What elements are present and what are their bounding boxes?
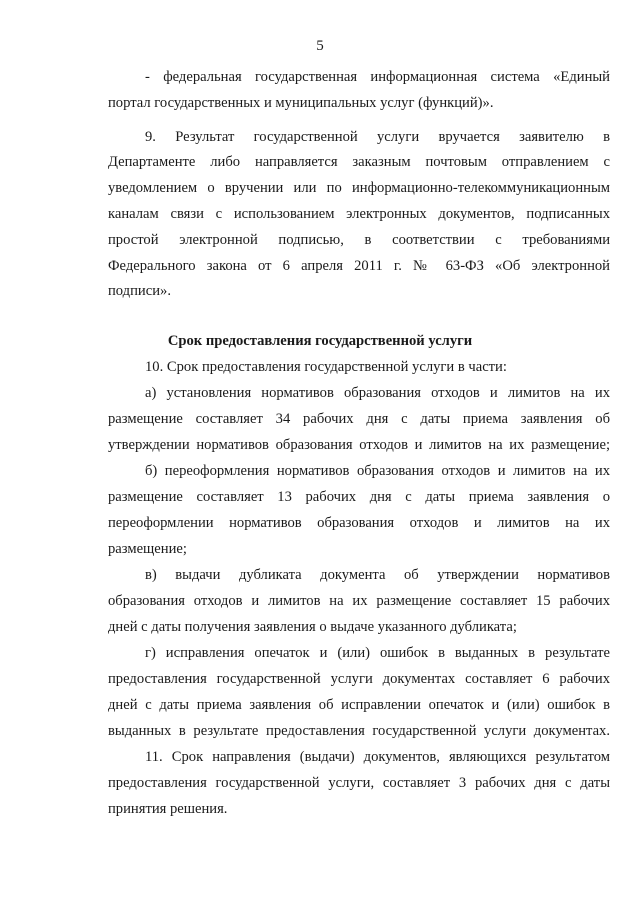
text-line: размещение; xyxy=(108,541,187,557)
section-heading: Срок предоставления государственной услуги xyxy=(167,333,473,349)
text-line: выданных в результате предоставления государственной услуги документах. xyxy=(108,723,610,739)
text-line: переоформлении нормативов образования отходов и лимитов на их xyxy=(108,515,610,531)
text-line: Федерального закона от 6 апреля 2011 г. № 63-ФЗ «Об электронной xyxy=(108,258,610,274)
text-line: простой электронной подписью, в соответствии с требованиями xyxy=(108,232,610,248)
text-line: в) выдачи дубликата документа об утверждении нормативов xyxy=(145,567,610,583)
text-line: Департаменте либо направляется заказным почтовым отправлением с xyxy=(108,154,610,170)
text-line: каналам связи с использованием электронных документов, подписанных xyxy=(108,206,610,222)
text-line: портал государственных и муниципальных услуг (функций)». xyxy=(108,95,494,111)
text-line: принятия решения. xyxy=(108,801,228,817)
text-line: б) переоформления нормативов образования отходов и лимитов на их xyxy=(145,463,610,479)
text-line: подписи». xyxy=(108,283,171,299)
text-line: размещение составляет 13 рабочих дня с даты приема заявления о xyxy=(108,489,610,505)
text-line: 11. Срок направления (выдачи) документов, являющихся результатом xyxy=(145,749,610,765)
text-line: дней с даты приема заявления об исправлении опечаток и (или) ошибок в xyxy=(108,697,610,713)
text-line: 9. Результат государственной услуги вручается заявителю в xyxy=(145,129,610,145)
text-line: размещение составляет 34 рабочих дня с даты приема заявления об xyxy=(108,411,610,427)
text-line: а) установления нормативов образования отходов и лимитов на их xyxy=(145,385,610,401)
page-number: 5 xyxy=(316,38,324,54)
text-line: предоставления государственной услуги документах составляет 6 рабочих xyxy=(108,671,610,687)
text-line: дней с даты получения заявления о выдаче указанного дубликата; xyxy=(108,619,517,635)
text-line: образования отходов и лимитов на их размещение составляет 15 рабочих xyxy=(108,593,610,609)
text-line: уведомлением о вручении или по информационно-телекоммуникационным xyxy=(108,180,610,196)
text-line: г) исправления опечаток и (или) ошибок в выданных в результате xyxy=(145,645,610,661)
text-line: утверждении нормативов образования отходов и лимитов на их размещение; xyxy=(108,437,610,453)
paragraph-10: 10. Срок предоставления государственной услуги в части: xyxy=(145,359,507,375)
text-line: - федеральная государственная информационная система «Единый xyxy=(145,69,610,85)
text-line: предоставления государственной услуги, составляет 3 рабочих дня с даты xyxy=(108,775,610,791)
